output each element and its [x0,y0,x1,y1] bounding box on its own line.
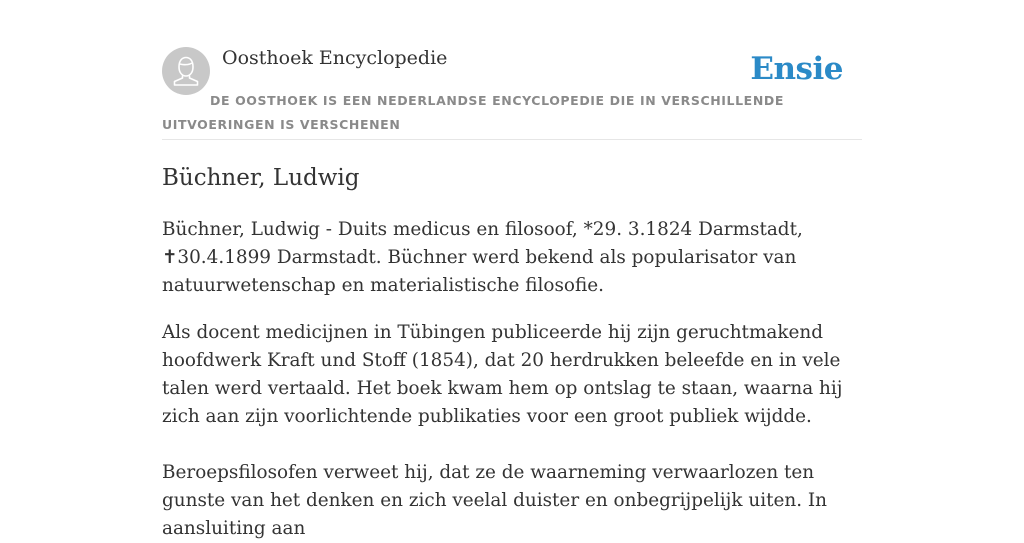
article-paragraph-3: Beroepsfilosofen verweet hij, dat ze de waarneming verwaarlozen ten gunste van het denken en zich veelal duister en onbegrijpelijk uiten. In aansluiting aan [162,462,828,539]
article-title: Büchner, Ludwig [162,165,360,191]
source-description: DE OOSTHOEK IS EEN NEDERLANDSE ENCYCLOPEDIE DIE IN VERSCHILLENDE UITVOERINGEN IS VERSCHENEN [162,93,784,132]
source-header [162,0,862,140]
user-silhouette-icon [162,47,210,95]
avatar[interactable] [162,47,210,95]
page [162,0,862,539]
source-title[interactable]: Oosthoek Encyclopedie [222,47,448,69]
article-paragraph-2: Als docent medicijnen in Tübingen publiceerde hij zijn geruchtmakend hoofdwerk Kraft und Stoff (1854), dat 20 herdrukken beleefde en in vele talen werd vertaald. Het boek kwam hem op ontslag te staan, waarna hij zich aan zijn voorlichtende publikaties voor een groot publiek wijdde. [162,322,843,427]
article-paragraph-1: Büchner, Ludwig - Duits medicus en filosoof, *29. 3.1824 Darmstadt, ✝30.4.1899 Darmstadt. Büchner werd bekend als popularisator van natuurwetenschap en materialistische filosofie. [162,219,803,296]
brand-logo[interactable]: Ensie [750,51,843,87]
